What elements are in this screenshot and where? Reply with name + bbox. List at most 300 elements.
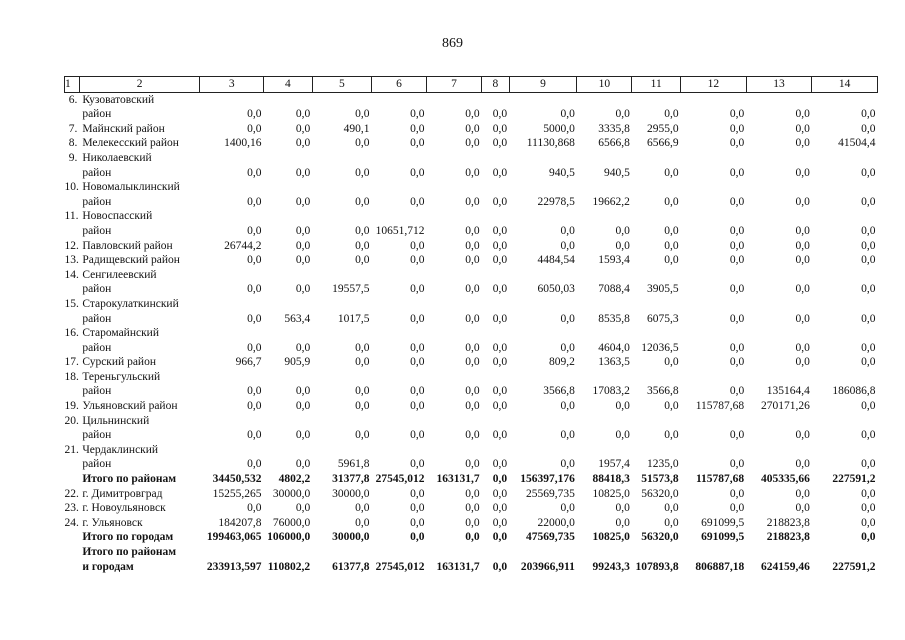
cell-value <box>264 268 313 283</box>
table-row <box>65 326 878 341</box>
cell-value <box>200 545 264 560</box>
cell-value <box>632 370 681 385</box>
cell-value: 0,0 <box>295 429 311 442</box>
column-header: 11 <box>632 77 681 93</box>
row-name: г. Новоульяновск <box>82 502 166 515</box>
cell-value: 0,0 <box>795 429 810 442</box>
cell-value: 26744,2 <box>224 239 262 252</box>
cell-value: 10825,0 <box>592 487 630 500</box>
table-row <box>65 370 878 385</box>
cell-value: 0,0 <box>861 224 876 237</box>
cell-value: 0,0 <box>355 385 370 398</box>
cell-value <box>577 92 632 107</box>
cell-value <box>482 326 510 341</box>
table-row <box>65 428 878 443</box>
cell-value: 30000,0 <box>332 487 370 500</box>
cell-value <box>509 326 577 341</box>
cell-value <box>577 545 632 560</box>
cell-value <box>577 414 632 429</box>
cell-value: 809,2 <box>548 356 575 369</box>
cell-value: 0,0 <box>247 385 262 398</box>
cell-value <box>812 209 878 224</box>
cell-value <box>371 443 426 458</box>
cell-value: 2955,0 <box>646 122 679 135</box>
table-row <box>65 282 878 297</box>
cell-value: 0,0 <box>410 458 425 471</box>
total-row <box>65 545 878 560</box>
cell-value: 0,0 <box>355 166 370 179</box>
cell-value <box>200 209 264 224</box>
cell-value <box>509 151 577 166</box>
table-row <box>65 341 878 356</box>
cell-value: 0,0 <box>664 429 679 442</box>
cell-value: 0,0 <box>295 254 311 267</box>
cell-value: 0,0 <box>465 312 480 325</box>
cell-value: 11130,868 <box>526 137 575 150</box>
cell-value: 0,0 <box>465 166 480 179</box>
cell-value <box>371 297 426 312</box>
cell-value: 624159,46 <box>760 560 810 573</box>
cell-value <box>200 92 264 107</box>
cell-value: 99243,3 <box>592 560 630 573</box>
cell-value: 0,0 <box>247 400 262 413</box>
cell-value: 7088,4 <box>598 283 630 296</box>
row-number: 23. <box>64 502 79 515</box>
cell-value: 3566,8 <box>646 385 679 398</box>
cell-value: 0,0 <box>410 166 425 179</box>
cell-value: 0,0 <box>560 341 575 354</box>
cell-value: 0,0 <box>861 502 876 515</box>
cell-value: 0,0 <box>465 516 480 529</box>
cell-value: 0,0 <box>295 400 311 413</box>
row-name: Сенгилеевский <box>82 268 157 281</box>
cell-value: 30000,0 <box>272 487 311 500</box>
row-name: район <box>82 341 112 354</box>
cell-value: 0,0 <box>492 224 508 237</box>
cell-value: 0,0 <box>465 195 480 208</box>
cell-value <box>509 414 577 429</box>
table-row <box>65 136 878 151</box>
cell-value: 0,0 <box>492 516 508 529</box>
row-name: район <box>82 429 112 442</box>
cell-value: 0,0 <box>560 108 575 121</box>
cell-value <box>264 443 313 458</box>
cell-value: 233913,597 <box>206 560 262 573</box>
cell-value: 0,0 <box>664 254 679 267</box>
row-number: 7. <box>68 122 78 135</box>
cell-value: 691099,5 <box>701 531 745 544</box>
row-number <box>65 166 80 181</box>
cell-value: 51573,8 <box>641 473 679 486</box>
row-name: Новомалыклинский <box>82 181 180 194</box>
cell-value: 0,0 <box>795 254 810 267</box>
row-number: 15. <box>64 297 79 310</box>
row-name: район <box>82 224 112 237</box>
cell-value <box>746 370 812 385</box>
column-header: 2 <box>79 77 200 93</box>
column-header: 10 <box>577 77 632 93</box>
row-name: Майнский район <box>82 122 165 135</box>
row-name: Павловский район <box>82 239 173 252</box>
row-name: Тереньгульский <box>82 370 161 383</box>
total-row <box>65 560 878 575</box>
cell-value: 0,0 <box>795 137 810 150</box>
column-header: 1 <box>65 77 80 93</box>
row-number <box>65 282 80 297</box>
table-row <box>65 516 878 531</box>
cell-value: 0,0 <box>861 356 876 369</box>
table-row <box>65 297 878 312</box>
cell-value: 0,0 <box>795 502 810 515</box>
row-name: Новоспасский <box>82 210 153 223</box>
cell-value <box>812 326 878 341</box>
cell-value <box>632 180 681 195</box>
cell-value <box>371 209 426 224</box>
cell-value: 0,0 <box>492 341 508 354</box>
cell-value: 0,0 <box>355 400 370 413</box>
cell-value <box>577 180 632 195</box>
cell-value: 0,0 <box>465 137 480 150</box>
column-header: 14 <box>812 77 878 93</box>
cell-value <box>200 268 264 283</box>
cell-value <box>812 268 878 283</box>
cell-value: 8535,8 <box>598 312 630 325</box>
cell-value <box>264 151 313 166</box>
cell-value: 0,0 <box>795 224 810 237</box>
cell-value <box>681 180 747 195</box>
cell-value <box>312 414 371 429</box>
cell-value: 0,0 <box>465 254 480 267</box>
cell-value: 6075,3 <box>646 312 679 325</box>
cell-value <box>482 414 510 429</box>
cell-value: 0,0 <box>615 429 630 442</box>
cell-value <box>264 209 313 224</box>
cell-value: 0,0 <box>861 239 876 252</box>
cell-value <box>427 209 482 224</box>
cell-value: 0,0 <box>295 458 311 471</box>
cell-value: 184207,8 <box>218 516 262 529</box>
cell-value: 0,0 <box>492 560 508 573</box>
cell-value: 27545,012 <box>375 560 425 573</box>
cell-value: 0,0 <box>492 122 508 135</box>
cell-value <box>681 209 747 224</box>
cell-value <box>264 545 313 560</box>
cell-value: 0,0 <box>861 400 876 413</box>
cell-value: 0,0 <box>729 224 745 237</box>
cell-value: 0,0 <box>861 516 876 529</box>
cell-value <box>312 268 371 283</box>
cell-value <box>632 268 681 283</box>
cell-value: 0,0 <box>410 341 425 354</box>
cell-value: 0,0 <box>729 108 745 121</box>
cell-value: 0,0 <box>729 312 745 325</box>
cell-value <box>746 180 812 195</box>
cell-value: 0,0 <box>465 487 480 500</box>
cell-value: 0,0 <box>492 458 508 471</box>
row-number: 18. <box>64 370 79 383</box>
table-row <box>65 239 878 254</box>
cell-value: 0,0 <box>861 108 876 121</box>
cell-value: 0,0 <box>615 108 630 121</box>
header-row <box>65 77 878 93</box>
table-row <box>65 457 878 472</box>
cell-value <box>577 297 632 312</box>
cell-value <box>632 414 681 429</box>
table-row <box>65 151 878 166</box>
row-name: Сурский район <box>82 356 156 369</box>
row-number: 14. <box>64 268 79 281</box>
cell-value: 0,0 <box>295 224 311 237</box>
cell-value <box>312 326 371 341</box>
cell-value <box>200 414 264 429</box>
cell-value: 0,0 <box>465 108 480 121</box>
row-name: Чердаклинский <box>82 443 159 456</box>
column-header: 5 <box>312 77 371 93</box>
table-row <box>65 224 878 239</box>
cell-value: 27545,012 <box>375 473 425 486</box>
cell-value: 0,0 <box>492 166 508 179</box>
cell-value <box>632 443 681 458</box>
cell-value: 0,0 <box>615 239 630 252</box>
cell-value: 0,0 <box>492 400 508 413</box>
cell-value <box>427 443 482 458</box>
cell-value: 0,0 <box>355 224 370 237</box>
cell-value: 19557,5 <box>332 283 370 296</box>
cell-value <box>812 443 878 458</box>
cell-value: 0,0 <box>615 502 630 515</box>
cell-value: 0,0 <box>729 122 745 135</box>
row-number: 12. <box>64 239 79 252</box>
row-name: район <box>82 108 112 121</box>
cell-value <box>746 326 812 341</box>
cell-value: 0,0 <box>560 458 575 471</box>
table-body <box>65 92 878 574</box>
row-name: район <box>82 166 112 179</box>
row-number <box>65 341 80 356</box>
cell-value <box>371 545 426 560</box>
cell-value <box>681 151 747 166</box>
cell-value <box>312 92 371 107</box>
cell-value <box>509 268 577 283</box>
cell-value <box>200 297 264 312</box>
cell-value: 0,0 <box>355 137 370 150</box>
cell-value: 0,0 <box>410 122 425 135</box>
column-header: 9 <box>509 77 577 93</box>
row-name: район <box>82 458 112 471</box>
column-header: 4 <box>264 77 313 93</box>
row-name: район <box>82 385 112 398</box>
cell-value: 1363,5 <box>598 356 630 369</box>
cell-value <box>427 180 482 195</box>
table-row <box>65 107 878 122</box>
table-row <box>65 92 878 107</box>
cell-value: 0,0 <box>861 531 876 544</box>
cell-value <box>312 443 371 458</box>
table-row <box>65 384 878 399</box>
cell-value <box>200 151 264 166</box>
cell-value: 0,0 <box>795 166 810 179</box>
cell-value: 0,0 <box>795 341 810 354</box>
cell-value: 0,0 <box>295 283 311 296</box>
cell-value <box>312 180 371 195</box>
row-number: 6. <box>68 93 78 106</box>
cell-value: 0,0 <box>247 108 262 121</box>
table-row <box>65 209 878 224</box>
cell-value: 0,0 <box>861 254 876 267</box>
cell-value: 405335,66 <box>760 473 810 486</box>
cell-value: 25569,735 <box>525 487 575 500</box>
cell-value: 31377,8 <box>332 473 370 486</box>
cell-value <box>577 443 632 458</box>
cell-value <box>681 326 747 341</box>
cell-value <box>746 209 812 224</box>
cell-value: 0,0 <box>492 283 508 296</box>
cell-value <box>509 180 577 195</box>
cell-value: 4484,54 <box>537 254 575 267</box>
cell-value: 0,0 <box>355 516 370 529</box>
cell-value: 0,0 <box>729 385 745 398</box>
cell-value: 5961,8 <box>337 458 370 471</box>
cell-value: 0,0 <box>795 487 810 500</box>
table-row <box>65 253 878 268</box>
row-name: Итого по городам <box>82 531 174 544</box>
cell-value: 0,0 <box>861 166 876 179</box>
cell-value <box>632 297 681 312</box>
cell-value: 0,0 <box>465 502 480 515</box>
cell-value: 203966,911 <box>520 560 575 573</box>
cell-value: 0,0 <box>729 341 745 354</box>
row-number <box>65 560 80 575</box>
cell-value: 270171,26 <box>760 400 810 413</box>
table-row <box>65 180 878 195</box>
cell-value: 0,0 <box>560 502 575 515</box>
cell-value <box>312 545 371 560</box>
row-number: 10. <box>64 181 79 194</box>
cell-value <box>577 209 632 224</box>
cell-value: 34450,532 <box>212 473 262 486</box>
cell-value: 0,0 <box>664 224 679 237</box>
cell-value <box>577 268 632 283</box>
cell-value: 0,0 <box>295 341 311 354</box>
cell-value: 135164,4 <box>766 385 810 398</box>
cell-value <box>427 414 482 429</box>
row-name: Цильнинский <box>82 414 150 427</box>
cell-value <box>482 268 510 283</box>
row-number <box>65 312 80 327</box>
cell-value <box>509 545 577 560</box>
row-name: Мелекесский район <box>82 137 179 150</box>
cell-value <box>812 545 878 560</box>
row-name: Ульяновский район <box>82 400 178 413</box>
table-row <box>65 501 878 516</box>
cell-value: 0,0 <box>410 239 425 252</box>
cell-value: 0,0 <box>560 312 575 325</box>
cell-value: 0,0 <box>560 224 575 237</box>
cell-value <box>746 92 812 107</box>
cell-value <box>746 545 812 560</box>
cell-value: 0,0 <box>861 283 876 296</box>
cell-value <box>482 151 510 166</box>
cell-value: 0,0 <box>247 254 262 267</box>
row-number <box>65 545 80 560</box>
cell-value: 163131,7 <box>436 473 480 486</box>
cell-value <box>812 180 878 195</box>
row-number: 17. <box>64 356 79 369</box>
cell-value: 0,0 <box>492 195 508 208</box>
cell-value: 0,0 <box>861 487 876 500</box>
cell-value <box>577 326 632 341</box>
table-row <box>65 487 878 502</box>
cell-value: 227591,2 <box>832 560 876 573</box>
row-number: 13. <box>64 254 79 267</box>
total-row <box>65 472 878 487</box>
cell-value <box>746 268 812 283</box>
cell-value: 115787,68 <box>695 473 745 486</box>
cell-value: 806887,18 <box>695 560 745 573</box>
cell-value: 0,0 <box>355 254 370 267</box>
cell-value: 4802,2 <box>278 473 311 486</box>
row-name: район <box>82 283 112 296</box>
cell-value: 156397,176 <box>520 473 575 486</box>
cell-value <box>632 545 681 560</box>
cell-value: 0,0 <box>295 108 311 121</box>
cell-value: 0,0 <box>795 458 810 471</box>
cell-value <box>371 92 426 107</box>
row-number: 16. <box>64 327 79 340</box>
cell-value <box>482 545 510 560</box>
cell-value: 0,0 <box>664 166 679 179</box>
cell-value: 0,0 <box>247 224 262 237</box>
cell-value: 0,0 <box>410 429 425 442</box>
cell-value <box>812 370 878 385</box>
row-name: Николаевский <box>82 151 152 164</box>
cell-value: 10651,712 <box>375 224 425 237</box>
cell-value: 0,0 <box>410 137 425 150</box>
cell-value: 12036,5 <box>641 341 679 354</box>
cell-value <box>482 297 510 312</box>
cell-value: 0,0 <box>410 356 425 369</box>
row-number: 8. <box>68 137 78 150</box>
cell-value <box>371 326 426 341</box>
cell-value: 1957,4 <box>598 458 630 471</box>
cell-value: 0,0 <box>410 108 425 121</box>
cell-value <box>200 443 264 458</box>
cell-value: 56320,0 <box>641 487 679 500</box>
cell-value <box>681 297 747 312</box>
cell-value: 0,0 <box>492 254 508 267</box>
cell-value <box>681 268 747 283</box>
cell-value <box>371 370 426 385</box>
cell-value <box>427 326 482 341</box>
table-header <box>65 77 878 93</box>
row-name: Радищевский район <box>82 254 180 267</box>
cell-value: 0,0 <box>729 195 745 208</box>
cell-value: 0,0 <box>729 254 745 267</box>
cell-value: 563,4 <box>284 312 311 325</box>
cell-value <box>264 180 313 195</box>
row-number: 22. <box>64 487 79 500</box>
cell-value: 3905,5 <box>646 283 679 296</box>
cell-value: 1400,16 <box>224 137 262 150</box>
cell-value: 0,0 <box>729 137 745 150</box>
row-number: 9. <box>68 151 78 164</box>
cell-value: 0,0 <box>664 195 679 208</box>
cell-value: 0,0 <box>615 224 630 237</box>
cell-value <box>200 370 264 385</box>
cell-value <box>746 414 812 429</box>
cell-value: 0,0 <box>465 400 480 413</box>
cell-value: 0,0 <box>729 502 745 515</box>
